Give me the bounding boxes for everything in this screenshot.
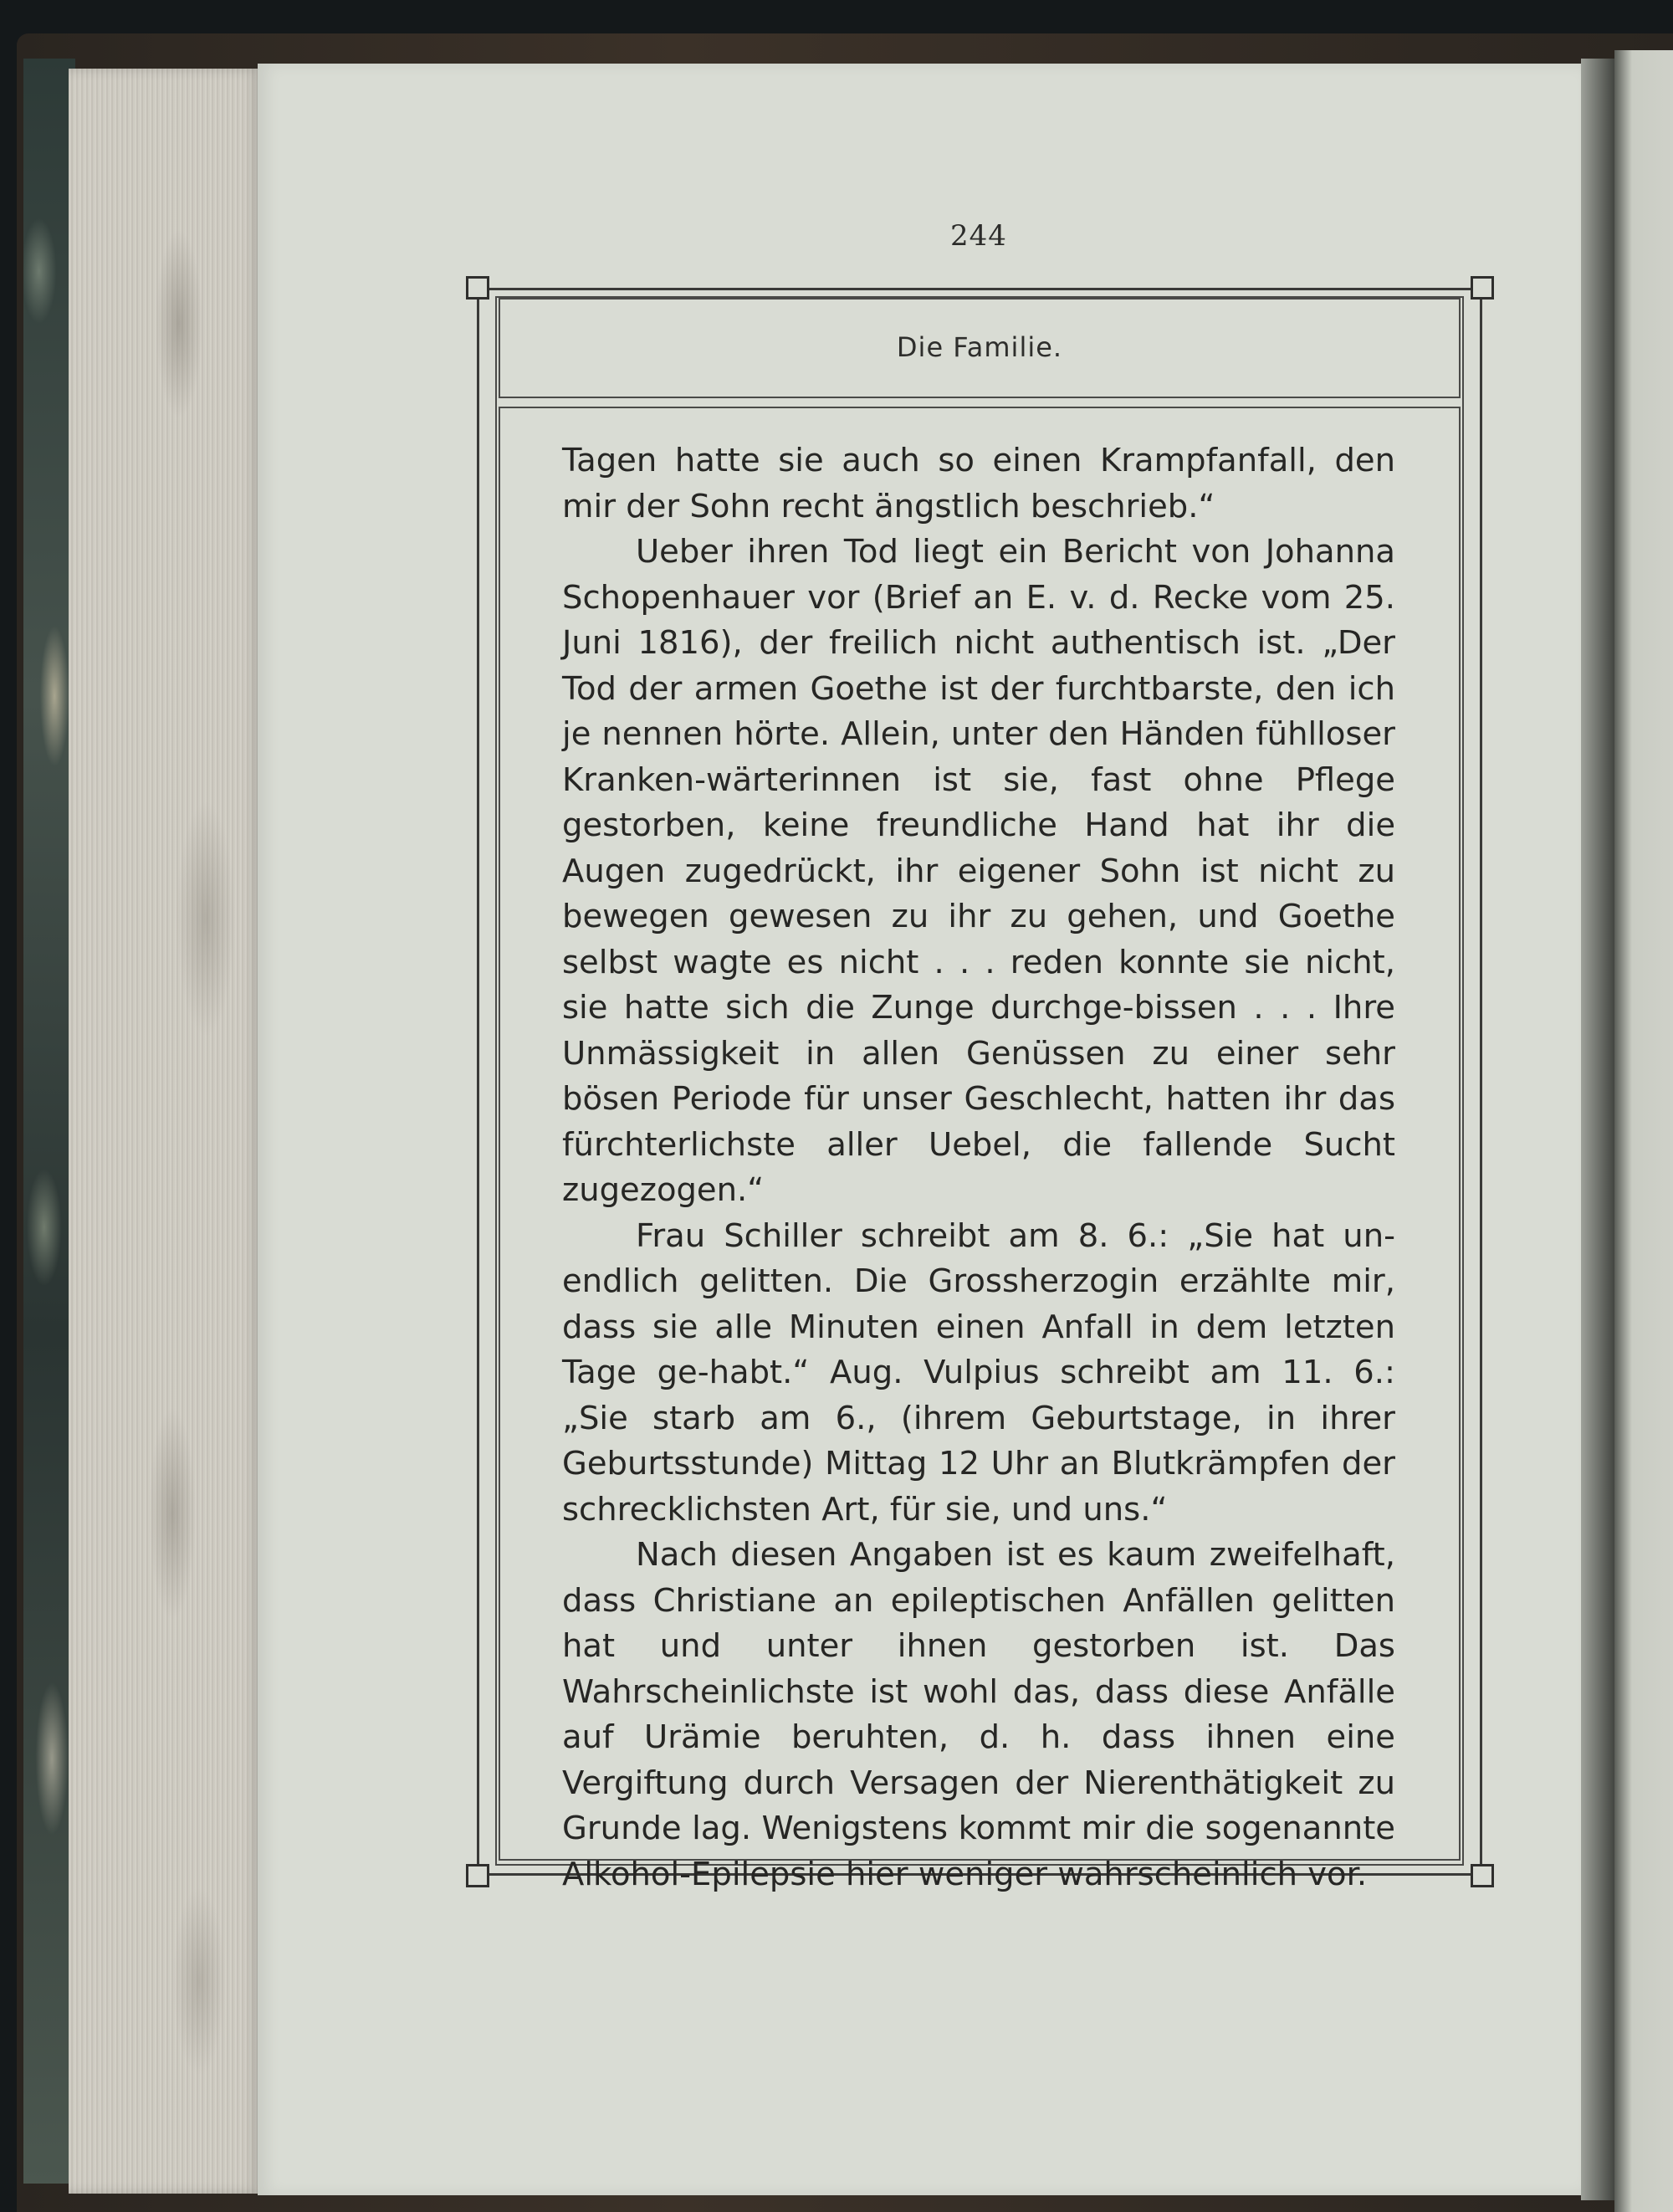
frame-corner-bottom-right (1471, 1864, 1494, 1887)
body-text (562, 438, 1395, 1897)
paragraph: Nach diesen Angaben ist es kaum zweifelhaft, dass Christiane an epileptischen Anfällen gelitten hat und unter ihnen gestorben ist. Das Wahrscheinlichste ist wohl das, dass diese Anfälle auf Urämie beruhten, d. h. dass ihnen eine Vergiftung durch Versagen der Nierenthätigkeit zu Grunde lag. Wenigstens kommt mir die sogenannte Alkohol-Epilepsie hier weniger wahrscheinlich vor. (562, 1536, 1395, 1893)
paragraph: Frau Schiller schreibt am 8. 6.: „Sie hat un-endlich gelitten. Die Grossherzogin erzählte mir, dass sie alle Minuten einen Anfall in dem letzten Tage ge-habt.“ Aug. Vulpius schreibt am 11. 6.: „Sie starb am 6., (ihrem Geburtstage, in ihrer Geburtsstunde) Mittag 12 Uhr an Blutkrämpfen der schrecklichsten Art, für sie, und uns.“ (562, 1216, 1395, 1528)
page-number: 244 (950, 219, 1007, 253)
page-edges-stain (125, 69, 259, 2194)
book-gutter (1581, 59, 1618, 2200)
paragraph: Ueber ihren Tod liegt ein Bericht von Johanna Schopenhauer vor (Brief an E. v. d. Recke vom 25. Juni 1816), der freilich nicht authentisch ist. „Der Tod der armen Goethe ist der furchtbarste, den ich je nennen hörte. Allein, unter den Händen fühlloser Kranken-wärterinnen ist sie, fast ohne Pflege gestorben, keine freundliche Hand hat ihr die Augen zugedrückt, ihr eigener Sohn ist nicht zu bewegen gewesen zu ihr zu gehen, und Goethe selbst wagte es nicht . . . reden konnte sie nicht, sie hatte sich die Zunge durchge-bissen . . . Ihre Unmässigkeit in allen Genüssen zu einer sehr bösen Periode für unser Geschlecht, hatten ihr das fürchterlichste aller Uebel, die fallende Sucht zugezogen.“ (562, 533, 1395, 1209)
paragraph: Tagen hatte sie auch so einen Krampfanfall, den mir der Sohn recht ängstlich beschrieb.“ (562, 442, 1395, 525)
frame-corner-bottom-left (466, 1864, 489, 1887)
facing-page-edge (1614, 50, 1673, 2212)
frame-corner-top-right (1471, 276, 1494, 300)
frame-corner-top-left (466, 276, 489, 300)
running-head: Die Familie. (896, 331, 1063, 363)
marbled-board-edge (23, 59, 75, 2184)
